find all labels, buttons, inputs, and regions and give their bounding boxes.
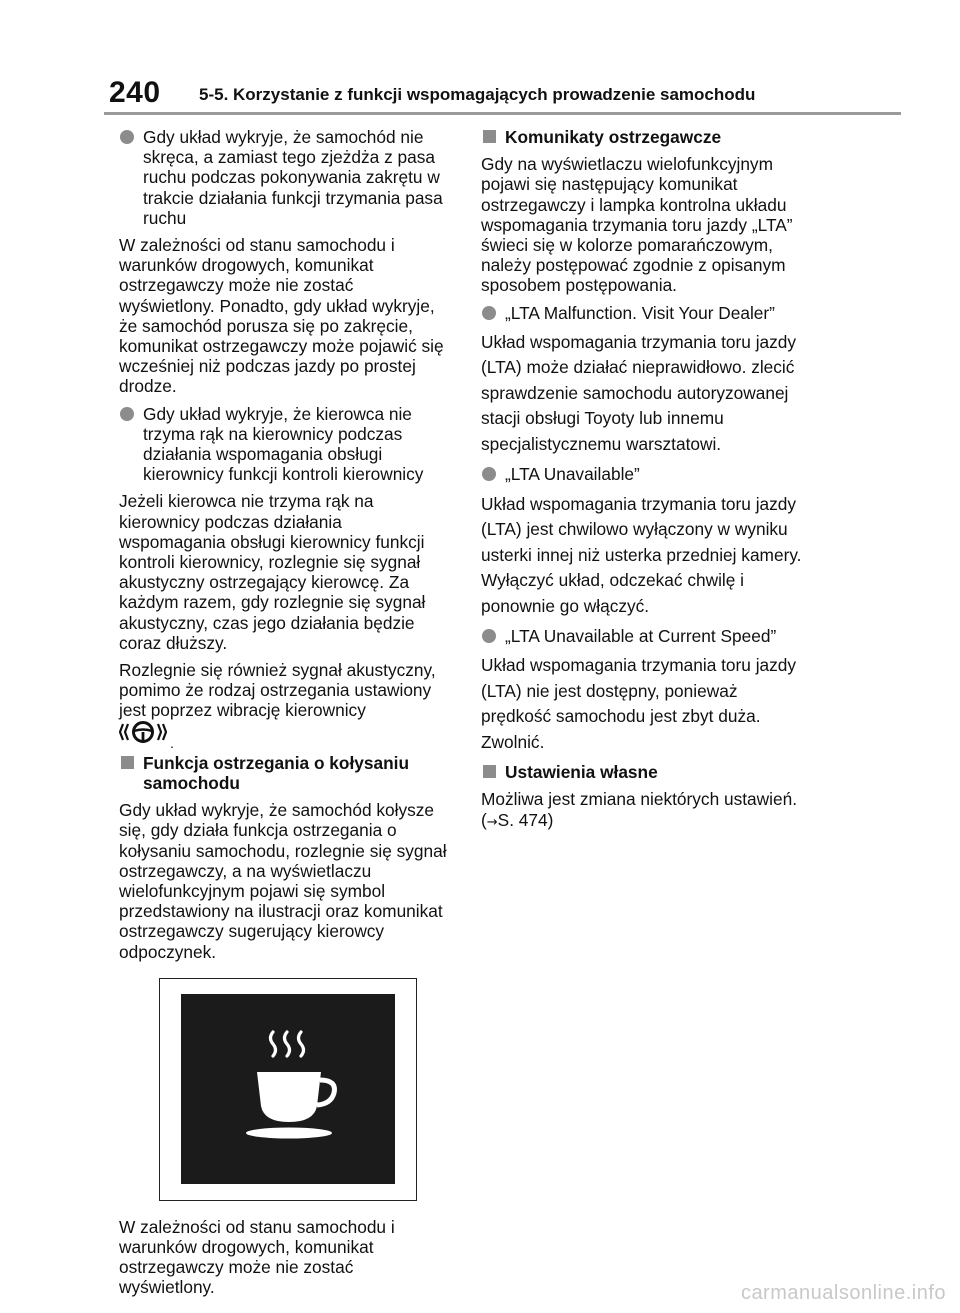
- bullet-item: [119, 404, 449, 485]
- bullet-text: Gdy układ wykryje, że samochód nie skręca, a zamiast tego zjeżdża z pasa ruchu podczas pokonywania zakrętu w trakcie działania funkcji trzymania pasa ruchu: [143, 127, 443, 228]
- right-column: [481, 127, 803, 840]
- section-heading: [481, 762, 803, 782]
- steering-wheel-vibration-icon: [119, 720, 167, 748]
- arrow-icon: →: [486, 814, 498, 830]
- section-heading: [481, 127, 803, 147]
- left-column: [119, 127, 449, 1305]
- section-heading: [119, 753, 449, 793]
- heading-text: Komunikaty ostrzegawcze: [505, 127, 722, 147]
- coffee-cup-icon: [181, 994, 395, 1184]
- page-header: [0, 0, 960, 118]
- page-reference-link[interactable]: S. 474: [497, 809, 548, 830]
- header-rule: [104, 112, 901, 115]
- square-marker-icon: [483, 130, 496, 143]
- paragraph: Możliwa jest zmiana niektórych ustawień. (→S. 474): [481, 789, 797, 830]
- page-number: 240: [109, 76, 161, 109]
- bullet-item: [119, 127, 449, 228]
- paragraph: Układ wspomagania trzymania toru jazdy (LTA) nie jest dostępny, ponieważ prędkość samochodu jest zbyt duża. Zwolnić.: [481, 655, 797, 752]
- paragraph: W zależności od stanu samochodu i warunków drogowych, komunikat ostrzegawczy może nie zostać wyświetlony. Ponadto, gdy układ wykryje, że samochód porusza się po zakręcie, komunikat ostrzegawczy może pojawić się wcześniej niż podczas jazdy po prostej drodze.: [119, 235, 444, 397]
- square-marker-icon: [483, 765, 496, 778]
- paragraph: Rozlegnie się również sygnał akustyczny, pomimo że rodzaj ostrzegania ustawiony jest poprzez wibrację kierownicy: [119, 660, 436, 721]
- wheel-period: .: [170, 734, 174, 751]
- coffee-warning-figure: [159, 978, 417, 1201]
- circle-bullet-icon: [482, 467, 496, 481]
- circle-bullet-icon: [482, 306, 496, 320]
- display-screen: [181, 994, 395, 1184]
- paragraph: Układ wspomagania trzymania toru jazdy (LTA) może działać nieprawidłowo. zlecić sprawdzenie samochodu autoryzowanej stacji obsługi Toyoty lub innemu specjalistycznemu warsztatowi.: [481, 331, 797, 454]
- circle-bullet-icon: [120, 407, 134, 421]
- circle-bullet-icon: [482, 629, 496, 643]
- paragraph: Układ wspomagania trzymania toru jazdy (LTA) jest chwilowo wyłączony w wyniku usterki innej niż usterka przedniej kamery. Wyłączyć układ, odczekać chwilę i ponownie go włączyć.: [481, 493, 802, 616]
- bullet-item: [481, 303, 803, 323]
- bullet-text: „LTA Unavailable at Current Speed”: [505, 626, 777, 647]
- heading-text: Ustawienia własne: [505, 762, 658, 783]
- bullet-text: Gdy układ wykryje, że kierowca nie trzyma rąk na kierownicy podczas działania wspomagania obsługi kierownicy funkcji kontroli kierownicy: [143, 403, 424, 485]
- bullet-text: „LTA Malfunction. Visit Your Dealer”: [505, 302, 775, 323]
- watermark: carmanualsonline.info: [740, 1282, 946, 1304]
- wheel-symbol-row: [119, 723, 449, 749]
- paragraph: Gdy układ wykryje, że samochód kołysze się, gdy działa funkcja ostrzegania o kołysaniu samochodu, rozlegnie się sygnał ostrzegawczy, a na wyświetlaczu wielofunkcyjnym pojawi się symbol przedstawiony na ilustracji oraz komunikat ostrzegawczy sugerujący kierowcy odpoczynek.: [119, 800, 447, 962]
- bullet-item: [481, 626, 803, 646]
- square-marker-icon: [121, 756, 134, 769]
- settings-text: Możliwa jest zmiana niektórych ustawień.: [481, 789, 797, 810]
- section-title: 5-5. Korzystanie z funkcji wspomagających prowadzenie samochodu: [199, 85, 756, 104]
- bullet-item: [481, 464, 803, 484]
- bullet-text: „LTA Unavailable”: [505, 464, 640, 485]
- heading-text: Funkcja ostrzegania o kołysaniu samochodu: [143, 752, 410, 793]
- paragraph: W zależności od stanu samochodu i warunków drogowych, komunikat ostrzegawczy może nie zostać wyświetlony.: [119, 1216, 395, 1298]
- paragraph: Jeżeli kierowca nie trzyma rąk na kierownicy podczas działania wspomagania obsługi kierownicy funkcji kontroli kierownicy, rozlegnie się sygnał akustyczny ostrzegający kierowcę. Za każdym razem, gdy rozlegnie się sygnał akustyczny, czas jego działania będzie coraz dłuższy.: [119, 491, 426, 653]
- page-footer: [0, 1273, 960, 1313]
- circle-bullet-icon: [120, 130, 134, 144]
- paragraph: Gdy na wyświetlaczu wielofunkcyjnym pojawi się następujący komunikat ostrzegawczy i lampka kontrolna układu wspomagania trzymania toru jazdy „LTA” świeci się w kolorze pomarańczowym, należy postępować zgodnie z opisanym sposobem postępowania.: [481, 154, 793, 296]
